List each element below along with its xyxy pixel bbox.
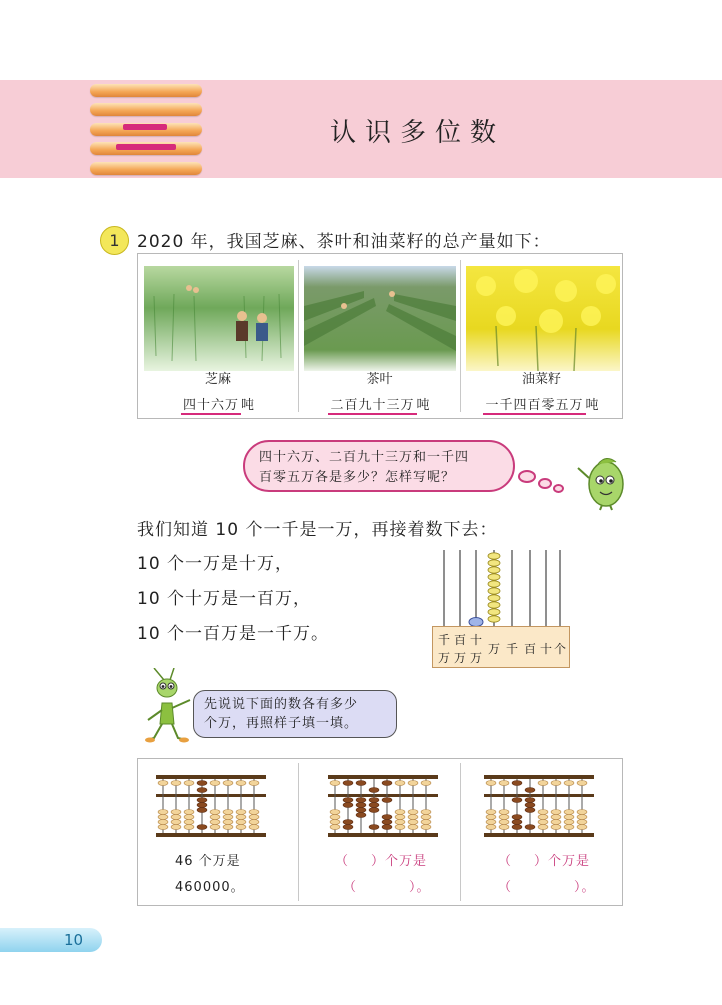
crop-cell-tea — [299, 254, 460, 418]
page-number-tab — [0, 928, 102, 952]
page-number: 10 — [64, 931, 84, 949]
tea-field-photo — [304, 266, 456, 371]
example-question: 2020 年，我国芝麻、茶叶和油菜籽的总产量如下： — [137, 232, 551, 252]
bubble-tail-dot — [553, 484, 564, 493]
chapter-number-icon — [90, 84, 202, 176]
bean-mascot-icon — [572, 452, 632, 512]
prompt-speech-bubble — [193, 690, 397, 738]
rapeseed-flowers-photo — [466, 266, 620, 371]
crop-cell-sesame — [138, 254, 298, 418]
exercise-answer-line: （ ）个万是 — [498, 854, 591, 869]
counting-intro: 我们知道 10 个一千是一万，再接着数下去： — [137, 520, 498, 540]
crop-cell-rapeseed — [461, 254, 622, 418]
bubble-line: 个万，再照样子填一填。 — [204, 716, 359, 731]
crop-amount: 二百九十三万 吨 — [330, 398, 431, 413]
place-label: 十 — [540, 642, 553, 656]
crop-name: 芝麻 — [204, 372, 231, 387]
place-label: 万 — [488, 642, 501, 656]
abacus-exercise-3 — [483, 774, 595, 838]
example-number-badge: 1 — [100, 226, 129, 255]
place-label: 百 — [524, 642, 537, 656]
place-label: 千 — [506, 642, 519, 656]
exercise-answer-line: 46 个万是 — [175, 854, 241, 869]
crop-name: 茶叶 — [366, 372, 393, 387]
bubble-line: 百零五万各是多少？怎样写呢？ — [259, 470, 456, 485]
exercise-answer-line: （ ）。 — [498, 880, 596, 895]
place-label: 百 — [454, 633, 467, 647]
place-label: 十 — [470, 633, 483, 647]
exercise-answer-line: （ ）。 — [343, 880, 431, 895]
counting-line: 10 个一百万是一千万。 — [137, 624, 330, 644]
sesame-field-photo — [144, 266, 294, 371]
exercise-answer-line: （ ）个万是 — [335, 854, 428, 869]
grasshopper-mascot-icon — [138, 668, 196, 744]
place-label: 个 — [554, 642, 567, 656]
crop-name: 油菜籽 — [521, 372, 561, 387]
bubble-line: 四十六万、二百九十三万和一千四 — [259, 450, 470, 465]
crop-amount: 四十六万 吨 — [182, 398, 256, 413]
crop-photo-table — [137, 253, 623, 419]
page-title: 认识多位数 — [330, 118, 506, 148]
counting-line: 10 个十万是一百万， — [137, 589, 312, 609]
place-label: 千 — [438, 633, 451, 647]
bubble-line: 先说说下面的数各有多少 — [204, 697, 359, 712]
place-label: 万 — [454, 651, 467, 665]
crop-amount: 一千四百零五万 吨 — [485, 398, 600, 413]
place-label: 万 — [470, 651, 483, 665]
place-label: 万 — [438, 651, 451, 665]
abacus-example — [155, 774, 267, 838]
exercise-answer-line: 460000。 — [175, 880, 245, 895]
counting-frame-rods — [432, 548, 572, 628]
counting-line: 10 个一万是十万， — [137, 554, 294, 574]
abacus-exercise-2 — [327, 774, 439, 838]
place-value-labels — [432, 626, 570, 668]
question-speech-bubble — [243, 440, 515, 492]
bubble-tail-dot — [518, 470, 536, 483]
bubble-tail-dot — [538, 478, 552, 489]
